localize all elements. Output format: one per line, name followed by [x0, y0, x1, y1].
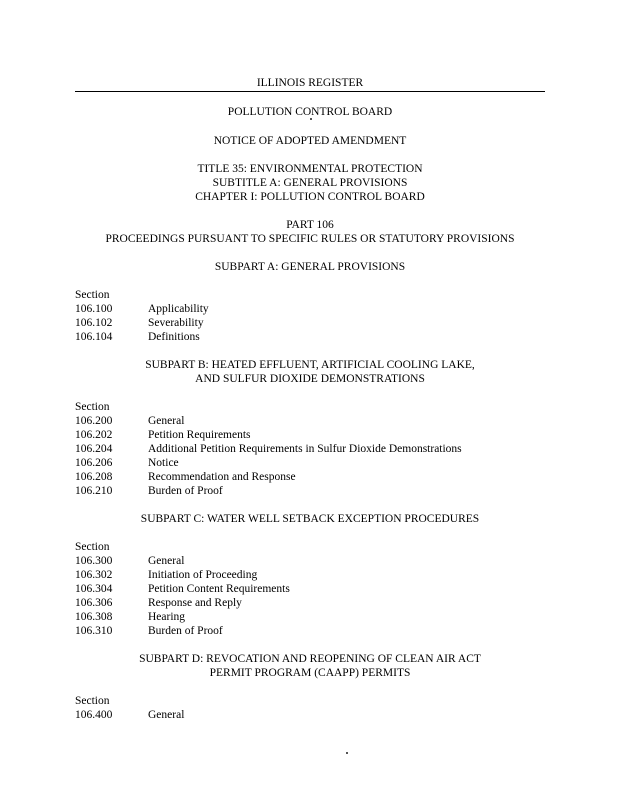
- subpart-d-heading: SUBPART D: REVOCATION AND REOPENING OF CLEAN AIR ACT: [139, 653, 481, 665]
- register-header-text: ILLINOIS REGISTER: [256, 77, 364, 89]
- section-number: 106.100: [75, 303, 113, 315]
- notice-heading: NOTICE OF ADOPTED AMENDMENT: [213, 135, 407, 147]
- section-number: 106.206: [75, 457, 113, 469]
- section-label: Section: [75, 695, 110, 707]
- section-title: Petition Requirements: [148, 429, 251, 441]
- section-row: [75, 442, 545, 456]
- section-title: General: [148, 415, 185, 427]
- section-number: 106.202: [75, 429, 113, 441]
- section-row: [75, 428, 545, 442]
- section-title: Initiation of Proceeding: [148, 569, 258, 581]
- section-title: Additional Petition Requirements in Sulfur Dioxide Demonstrations: [148, 443, 462, 455]
- chapter-line: CHAPTER I: POLLUTION CONTROL BOARD: [195, 191, 425, 203]
- section-number: 106.310: [75, 625, 113, 637]
- section-row: [75, 582, 545, 596]
- section-number: 106.304: [75, 583, 113, 595]
- section-number: 106.302: [75, 569, 113, 581]
- section-row: [75, 470, 545, 484]
- section-row: [75, 302, 545, 316]
- register-header: [75, 78, 545, 92]
- section-title: Definitions: [148, 331, 200, 343]
- section-title: Recommendation and Response: [148, 471, 296, 483]
- part-title: PROCEEDINGS PURSUANT TO SPECIFIC RULES OR STATUTORY PROVISIONS: [105, 233, 515, 245]
- section-title: Applicability: [148, 303, 209, 315]
- scan-speck-mark: [346, 752, 348, 754]
- section-number: 106.400: [75, 709, 113, 721]
- section-row: [75, 610, 545, 624]
- section-label: Section: [75, 401, 110, 413]
- section-label: Section: [75, 289, 110, 301]
- section-number: 106.210: [75, 485, 113, 497]
- agency-name: POLLUTION CONTROL BOARD: [227, 106, 393, 118]
- section-title: General: [148, 709, 185, 721]
- section-row: [75, 624, 545, 638]
- section-number: 106.102: [75, 317, 113, 329]
- scan-speck-mark: [310, 118, 312, 120]
- subpart-a-heading: SUBPART A: GENERAL PROVISIONS: [214, 261, 406, 273]
- section-title: Hearing: [148, 611, 186, 623]
- section-number: 106.104: [75, 331, 113, 343]
- subpart-c-heading: SUBPART C: WATER WELL SETBACK EXCEPTION PROCEDURES: [140, 513, 480, 525]
- section-row: [75, 316, 545, 330]
- section-number: 106.204: [75, 443, 113, 455]
- part-number: PART 106: [286, 219, 334, 231]
- section-number: 106.200: [75, 415, 113, 427]
- section-number: 106.300: [75, 555, 113, 567]
- section-number: 106.208: [75, 471, 113, 483]
- section-number: 106.306: [75, 597, 113, 609]
- section-title: Response and Reply: [148, 597, 242, 609]
- section-row: [75, 484, 545, 498]
- section-title: General: [148, 555, 185, 567]
- section-title: Notice: [148, 457, 179, 469]
- section-title: Burden of Proof: [148, 485, 223, 497]
- subtitle-line: SUBTITLE A: GENERAL PROVISIONS: [212, 177, 408, 189]
- section-number: 106.308: [75, 611, 113, 623]
- section-label: Section: [75, 541, 110, 553]
- subpart-d-heading-cont: PERMIT PROGRAM (CAAPP) PERMITS: [209, 667, 411, 679]
- subpart-b-heading-cont: AND SULFUR DIOXIDE DEMONSTRATIONS: [195, 373, 425, 385]
- title-line: TITLE 35: ENVIRONMENTAL PROTECTION: [197, 163, 423, 175]
- section-title: Petition Content Requirements: [148, 583, 290, 595]
- section-row: [75, 330, 545, 344]
- section-row: [75, 596, 545, 610]
- section-row: [75, 414, 545, 428]
- subpart-b-heading: SUBPART B: HEATED EFFLUENT, ARTIFICIAL COOLING LAKE,: [145, 359, 475, 371]
- section-row: [75, 708, 545, 722]
- section-row: [75, 568, 545, 582]
- section-title: Burden of Proof: [148, 625, 223, 637]
- section-row: [75, 554, 545, 568]
- section-title: Severability: [148, 317, 204, 329]
- section-row: [75, 456, 545, 470]
